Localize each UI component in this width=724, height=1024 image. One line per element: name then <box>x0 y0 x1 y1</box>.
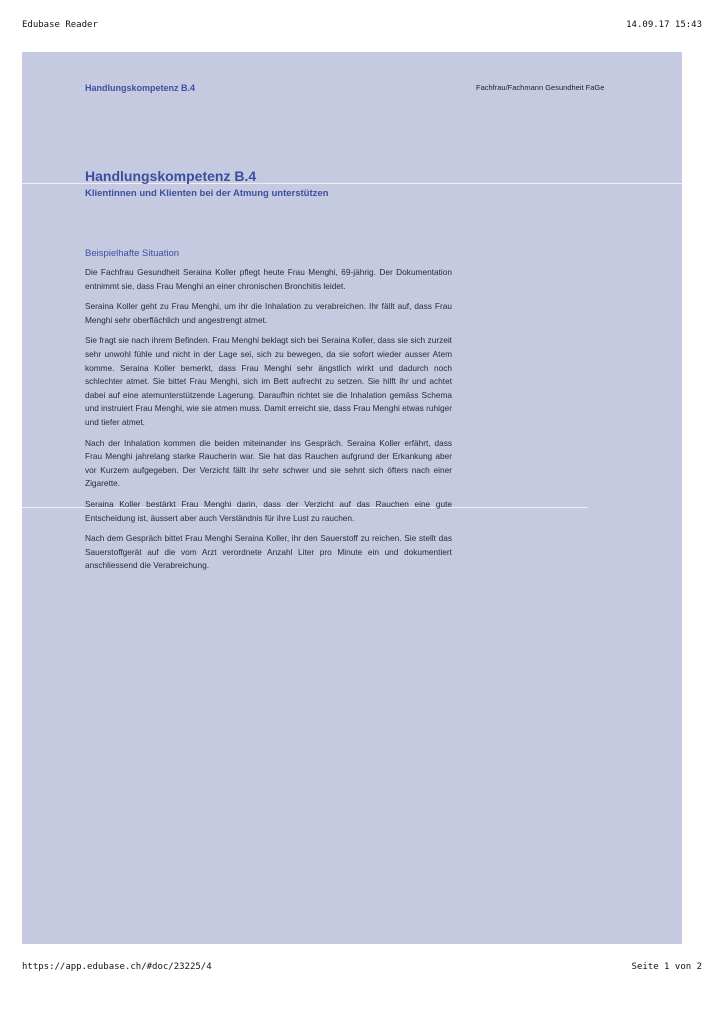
body-text <box>85 266 452 580</box>
paragraph: Sie fragt sie nach ihrem Befinden. Frau Menghi beklagt sich bei Seraina Koller, dass sie sich zurzeit sehr unwohl fühle und nicht in der Lage sei, sich zu bewegen, da sie sofort wieder ausser Atem komme. Seraina Koller bemerkt, dass Frau Menghi sehr ängstlich wirkt und dadurch noch schlechter atmet. Sie bittet Frau Menghi, sich im Bett aufrecht zu setzen. Sie hilft ihr und achtet dabei auf eine atemunterstützende Lagerung. Daraufhin richtet sie die Inhalation gemäss Schema und instruiert Frau Menghi, wie sie atmen muss. Damit erreicht sie, dass Frau Menghi etwas ruhiger und tiefer atmet. <box>85 335 452 427</box>
section-heading: Beispielhafte Situation <box>85 248 180 259</box>
paragraph: Die Fachfrau Gesundheit Seraina Koller pflegt heute Frau Menghi, 69-jährig. Der Dokumentation entnimmt sie, dass Frau Menghi an einer chronischen Bronchitis leidet. <box>85 267 452 291</box>
paragraph: Seraina Koller geht zu Frau Menghi, um ihr die Inhalation zu verabreichen. Ihr fällt auf, dass Frau Menghi sehr oberflächlich und angestrengt atmet. <box>85 301 452 325</box>
paragraph: Nach der Inhalation kommen die beiden miteinander ins Gespräch. Seraina Koller erfährt, dass Frau Menghi jahrelang starke Raucherin war. Sie hat das Rauchen aufgrund der Erkankung aber vor Kurzem aufgegeben. Der Verzicht fällt ihr sehr schwer und sie sehnt sich öfters nach einer Zigarette. <box>85 437 452 489</box>
running-head-left: Handlungskompetenz B.4 <box>85 83 196 93</box>
app-name: Edubase Reader <box>22 20 98 30</box>
paragraph: Seraina Koller bestärkt Frau Menghi darin, dass der Verzicht auf das Rauchen eine gute Entscheidung ist, äussert aber auch Verständnis für ihre Lust zu rauchen. <box>85 498 452 523</box>
paragraph: Nach dem Gespräch bittet Frau Menghi Seraina Koller, ihr den Sauerstoff zu reichen. Sie stellt das Sauerstoffgerät auf die vom Arzt verordnete Anzahl Liter pro Minute ein und dokumentiert anschliessend die Verabreichung. <box>85 533 452 571</box>
print-datetime: 14.09.17 15:43 <box>626 20 702 30</box>
page-url: https://app.edubase.ch/#doc/23225/4 <box>22 962 212 972</box>
print-footer <box>22 962 702 972</box>
page-indicator: Seite 1 von 2 <box>631 962 702 972</box>
chapter-subtitle: Klientinnen und Klienten bei der Atmung unterstützen <box>85 188 329 199</box>
document-page <box>22 52 682 944</box>
print-header <box>22 20 702 30</box>
chapter-title: Handlungskompetenz B.4 <box>85 168 257 184</box>
running-head-right: Fachfrau/Fachmann Gesundheit FaGe <box>476 83 605 92</box>
